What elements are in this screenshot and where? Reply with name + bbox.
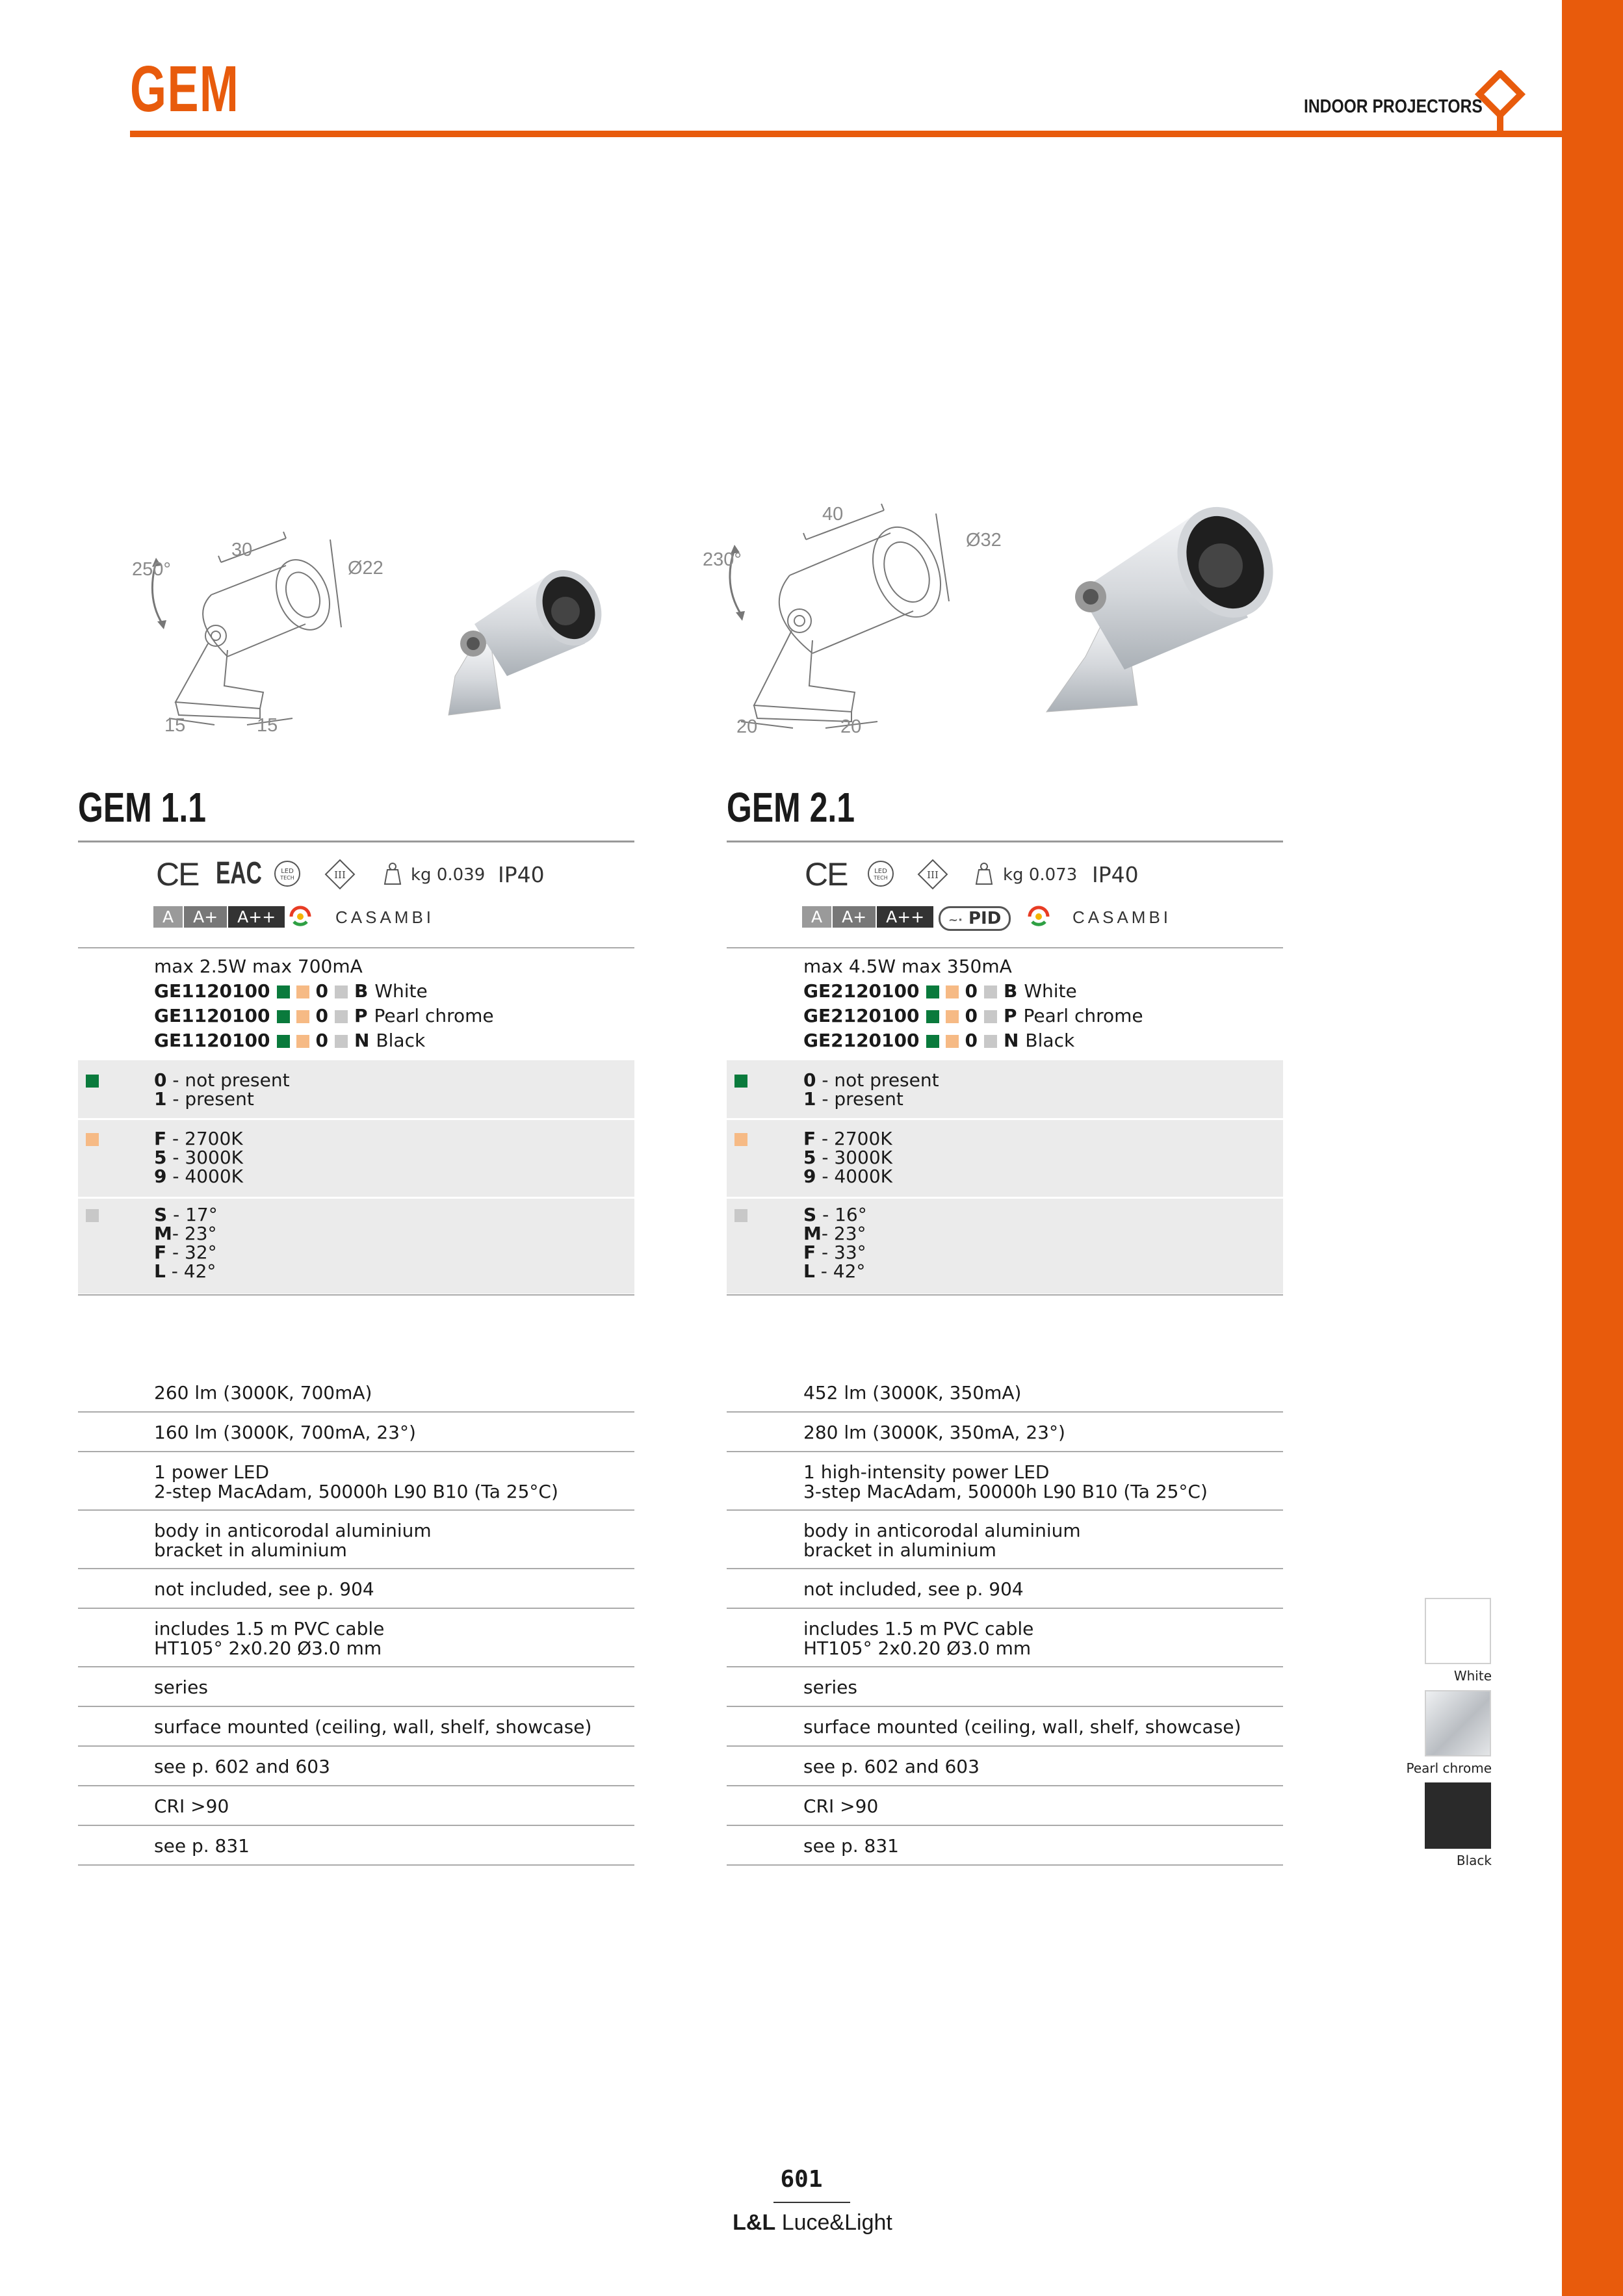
code-digit: 0 <box>965 1030 978 1051</box>
code-list <box>803 982 1150 1050</box>
weight-value: kg 0.039 <box>411 865 486 885</box>
option-item: 5 - 3000K <box>154 1147 244 1168</box>
grey-square-icon <box>984 985 997 998</box>
product-code: GE1120100 <box>154 1030 270 1051</box>
dimmable-icon <box>1024 902 1053 931</box>
code-letter: P <box>1003 1005 1017 1026</box>
product-code: GE2120100 <box>803 980 920 1002</box>
option-item: 9 - 4000K <box>803 1166 893 1187</box>
diameter-label: Ø22 <box>348 558 383 579</box>
gem-1-1-title: GEM 1.1 <box>78 784 206 831</box>
spec-row: series <box>78 1667 634 1707</box>
base-right-label: 20 <box>840 716 862 737</box>
length-label: 40 <box>822 504 844 525</box>
company-name: Luce&Light <box>775 2210 892 2235</box>
option-item: 1 - present <box>803 1088 903 1110</box>
option-block-beam-angle <box>78 1199 634 1294</box>
code-list <box>154 982 500 1050</box>
finish-name: Pearl chrome <box>1023 1005 1143 1026</box>
peach-square-icon <box>946 985 959 998</box>
code-digit: 0 <box>965 980 978 1002</box>
section-title: INDOOR PROJECTORS <box>1304 96 1483 117</box>
spec-list <box>78 1373 634 1866</box>
grey-square-icon <box>335 985 348 998</box>
green-square-icon <box>734 1075 747 1088</box>
option-item: 9 - 4000K <box>154 1166 244 1187</box>
ip-rating: IP40 <box>1092 862 1139 887</box>
option-item: L - 42° <box>803 1260 866 1282</box>
grey-square-icon <box>734 1209 747 1222</box>
spec-row: series <box>727 1667 1283 1707</box>
option-block-beam-angle <box>727 1199 1283 1294</box>
spec-row: see p. 831 <box>78 1826 634 1866</box>
option-list <box>154 1205 218 1281</box>
spec-row: CRI >90 <box>727 1786 1283 1826</box>
gem-2-1-technical-drawing <box>695 494 1007 741</box>
casambi-logo: CASAMBI <box>335 907 435 927</box>
code-digit: 0 <box>315 980 328 1002</box>
page-number: 601 <box>780 2166 823 2193</box>
option-list <box>803 1205 867 1281</box>
finish-swatch-white <box>1425 1598 1491 1664</box>
spec-row: includes 1.5 m PVC cable HT105° 2x0.20 Ø3.0 mm <box>727 1609 1283 1667</box>
power-rating: max 2.5W max 700mA <box>154 956 363 977</box>
grey-square-icon <box>86 1209 99 1222</box>
green-square-icon <box>86 1075 99 1088</box>
grey-square-icon <box>335 1035 348 1048</box>
spec-list <box>727 1373 1283 1866</box>
option-item: M- 23° <box>803 1223 866 1244</box>
gem-2-1-title: GEM 2.1 <box>727 784 855 831</box>
energy-class-a-plus-plus: A++ <box>228 906 285 928</box>
spec-row: 160 lm (3000K, 700mA, 23°) <box>78 1413 634 1452</box>
peach-square-icon <box>946 1035 959 1048</box>
brand-title: GEM <box>130 53 240 125</box>
spec-row: see p. 602 and 603 <box>78 1747 634 1786</box>
pid-badge: ~· PID <box>939 906 1011 931</box>
rotation-angle-label: 230° <box>703 549 742 570</box>
option-item: F - 2700K <box>803 1128 892 1149</box>
weight-icon <box>380 861 406 887</box>
ce-mark: CE <box>805 856 848 893</box>
code-digit: 0 <box>315 1005 328 1026</box>
finish-name: White <box>374 980 428 1002</box>
svg-text:TECH: TECH <box>874 875 888 881</box>
weight-value: kg 0.073 <box>1003 865 1078 885</box>
spec-row: 1 power LED 2-step MacAdam, 50000h L90 B10 (Ta 25°C) <box>78 1452 634 1511</box>
option-list <box>803 1129 892 1186</box>
svg-text:LED: LED <box>874 868 887 875</box>
spec-row: body in anticorodal aluminium bracket in aluminium <box>727 1511 1283 1569</box>
peach-square-icon <box>86 1133 99 1146</box>
divider <box>78 947 634 948</box>
divider <box>78 1294 634 1296</box>
peach-square-icon <box>296 985 309 998</box>
spec-row: 280 lm (3000K, 350mA, 23°) <box>727 1413 1283 1452</box>
diameter-label: Ø32 <box>966 530 1002 551</box>
product-code: GE1120100 <box>154 980 270 1002</box>
option-item: 1 - present <box>154 1088 254 1110</box>
dimmable-icon <box>286 902 315 931</box>
spec-row: 1 high-intensity power LED 3-step MacAdam, 50000h L90 B10 (Ta 25°C) <box>727 1452 1283 1511</box>
green-square-icon <box>926 1035 939 1048</box>
eac-mark: EAC <box>216 856 262 891</box>
energy-class-a: A <box>153 906 183 928</box>
svg-text:LED: LED <box>281 868 294 875</box>
ip-rating: IP40 <box>498 862 545 887</box>
peach-square-icon <box>296 1010 309 1023</box>
power-rating: max 4.5W max 350mA <box>803 956 1012 977</box>
option-list <box>154 1129 243 1186</box>
led-tech-icon <box>273 859 302 888</box>
option-item: 5 - 3000K <box>803 1147 893 1168</box>
base-left-label: 15 <box>164 715 186 736</box>
code-letter: N <box>354 1030 370 1051</box>
casambi-logo: CASAMBI <box>1072 907 1172 927</box>
divider <box>727 947 1283 948</box>
option-list <box>154 1071 290 1108</box>
divider <box>727 841 1283 842</box>
energy-class-bar <box>802 906 935 928</box>
ce-mark: CE <box>156 856 199 893</box>
finish-label-white: White <box>1453 1668 1492 1684</box>
product-code: GE2120100 <box>803 1005 920 1026</box>
class-iii-icon <box>324 858 356 891</box>
svg-text:TECH: TECH <box>280 875 294 881</box>
spec-row: body in anticorodal aluminium bracket in aluminium <box>78 1511 634 1569</box>
company-mark: L&L <box>733 2210 776 2235</box>
green-square-icon <box>926 985 939 998</box>
green-square-icon <box>926 1010 939 1023</box>
energy-class-a-plus: A+ <box>184 906 227 928</box>
divider <box>78 841 634 842</box>
code-letter: N <box>1003 1030 1019 1051</box>
rotation-angle-label: 250° <box>132 559 171 580</box>
spec-row: 260 lm (3000K, 700mA) <box>78 1373 634 1413</box>
spec-row: CRI >90 <box>78 1786 634 1826</box>
base-left-label: 20 <box>736 716 758 737</box>
finish-name: White <box>1024 980 1077 1002</box>
spec-row: not included, see p. 904 <box>727 1569 1283 1609</box>
code-row <box>803 982 1150 1001</box>
pid-label: PID <box>968 909 1002 928</box>
code-row <box>154 1031 500 1050</box>
finish-name: Pearl chrome <box>374 1005 494 1026</box>
svg-text:III: III <box>927 869 939 881</box>
option-item: F - 32° <box>154 1242 217 1263</box>
option-block-present <box>727 1060 1283 1118</box>
spec-row: surface mounted (ceiling, wall, shelf, showcase) <box>727 1707 1283 1747</box>
gem-2-1-product-photo <box>1040 481 1287 722</box>
grey-square-icon <box>984 1035 997 1048</box>
peach-square-icon <box>734 1133 747 1146</box>
option-block-color-temperature <box>78 1120 634 1197</box>
code-row <box>803 1031 1150 1050</box>
spec-row: see p. 831 <box>727 1826 1283 1866</box>
option-block-present <box>78 1060 634 1118</box>
spec-row: includes 1.5 m PVC cable HT105° 2x0.20 Ø3.0 mm <box>78 1609 634 1667</box>
finish-name: Black <box>376 1030 426 1051</box>
product-code: GE1120100 <box>154 1005 270 1026</box>
peach-square-icon <box>946 1010 959 1023</box>
option-item: 0 - not present <box>803 1069 939 1091</box>
option-item: M- 23° <box>154 1223 217 1244</box>
spec-row: see p. 602 and 603 <box>727 1747 1283 1786</box>
grey-square-icon <box>984 1010 997 1023</box>
footer-company <box>650 2210 975 2236</box>
finish-label-pearl-chrome: Pearl chrome <box>1406 1760 1492 1776</box>
code-letter: B <box>1003 980 1018 1002</box>
spec-row: surface mounted (ceiling, wall, shelf, showcase) <box>78 1707 634 1747</box>
orange-sidebar <box>1562 0 1623 2296</box>
green-square-icon <box>277 1010 290 1023</box>
energy-class-a-plus: A+ <box>833 906 876 928</box>
product-code: GE2120100 <box>803 1030 920 1051</box>
option-item: 0 - not present <box>154 1069 290 1091</box>
spec-row: not included, see p. 904 <box>78 1569 634 1609</box>
class-iii-icon <box>916 858 949 891</box>
page-number-rule <box>773 2202 850 2203</box>
option-item: L - 42° <box>154 1260 216 1282</box>
option-item: S - 16° <box>803 1204 867 1225</box>
diamond-logo-icon <box>1474 70 1526 135</box>
code-digit: 0 <box>965 1005 978 1026</box>
option-item: F - 33° <box>803 1242 866 1263</box>
code-row <box>154 1006 500 1026</box>
green-square-icon <box>277 985 290 998</box>
option-item: F - 2700K <box>154 1128 243 1149</box>
green-square-icon <box>277 1035 290 1048</box>
energy-class-a: A <box>802 906 831 928</box>
option-list <box>803 1071 939 1108</box>
led-tech-icon <box>866 859 895 888</box>
base-right-label: 15 <box>257 715 278 736</box>
spec-row: 452 lm (3000K, 350mA) <box>727 1373 1283 1413</box>
energy-class-a-plus-plus: A++ <box>877 906 933 928</box>
finish-label-black: Black <box>1456 1853 1492 1868</box>
length-label: 30 <box>231 540 253 560</box>
peach-square-icon <box>296 1035 309 1048</box>
finish-swatch-pearl-chrome <box>1425 1690 1491 1756</box>
finish-swatch-black <box>1425 1782 1491 1849</box>
code-letter: P <box>354 1005 368 1026</box>
weight-icon <box>971 861 997 887</box>
code-row <box>154 982 500 1001</box>
finish-name: Black <box>1025 1030 1075 1051</box>
gem-1-1-product-photo <box>429 546 604 722</box>
code-row <box>803 1006 1150 1026</box>
code-digit: 0 <box>315 1030 328 1051</box>
option-block-color-temperature <box>727 1120 1283 1197</box>
option-item: S - 17° <box>154 1204 218 1225</box>
divider <box>727 1294 1283 1296</box>
grey-square-icon <box>335 1010 348 1023</box>
code-letter: B <box>354 980 369 1002</box>
energy-class-bar <box>153 906 286 928</box>
svg-text:III: III <box>334 869 346 881</box>
header-rule <box>130 131 1562 137</box>
